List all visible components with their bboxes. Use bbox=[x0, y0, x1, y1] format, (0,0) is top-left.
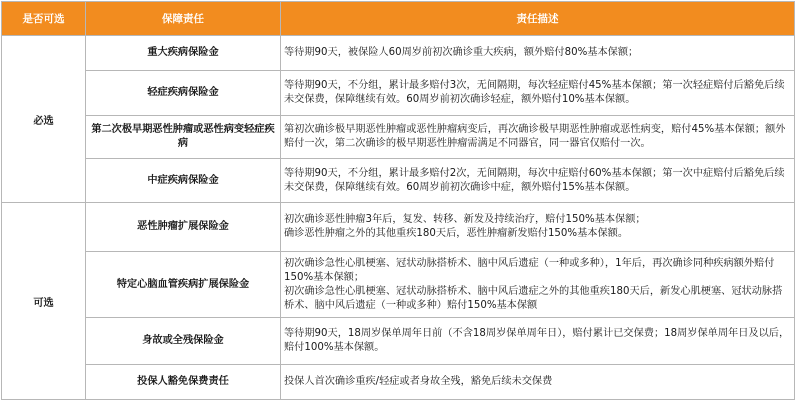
coverage-item: 重大疾病保险金 bbox=[86, 36, 281, 71]
description-line: 投保人首次确诊重疾/轻症或者身故全残，豁免后续未交保费 bbox=[284, 376, 553, 387]
header-coverage: 保障责任 bbox=[86, 2, 281, 36]
coverage-item: 恶性肿瘤扩展保险金 bbox=[86, 203, 281, 252]
coverage-item: 身故或全残保险金 bbox=[86, 318, 281, 365]
header-optional: 是否可选 bbox=[2, 2, 86, 36]
table-header-row bbox=[2, 2, 795, 36]
coverage-description bbox=[281, 71, 795, 116]
coverage-item: 投保人豁免保费责任 bbox=[86, 365, 281, 400]
group-optional: 可选 bbox=[2, 203, 86, 400]
table-row bbox=[2, 203, 795, 252]
description-line: 第初次确诊极早期恶性肿瘤或恶性肿瘤病变后，再次确诊极早期恶性肿瘤或恶性病变，赔付45%基本保额；额外赔付一次，第二次确诊的极早期恶性肿瘤需满足不同器官，同一器官仅赔付一次。 bbox=[284, 124, 786, 149]
coverage-description bbox=[281, 365, 795, 400]
description-line: 等待期90天，不分组，累计最多赔付3次，无间隔期，每次轻症赔付45%基本保额；第一次轻症赔付后豁免后续未交保费，保障继续有效。60周岁前初次确诊轻症，额外赔付10%基本保额。 bbox=[284, 80, 785, 105]
coverage-item: 中症疾病保险金 bbox=[86, 159, 281, 203]
coverage-description bbox=[281, 318, 795, 365]
group-required: 必选 bbox=[2, 36, 86, 203]
table-row bbox=[2, 365, 795, 400]
header-description: 责任描述 bbox=[281, 2, 795, 36]
coverage-item: 轻症疾病保险金 bbox=[86, 71, 281, 116]
table-row bbox=[2, 318, 795, 365]
coverage-description bbox=[281, 116, 795, 159]
coverage-item: 特定心脑血管疾病扩展保险金 bbox=[86, 252, 281, 318]
description-line: 初次确诊急性心肌梗塞、冠状动脉搭桥术、脑中风后遗症（一种或多种），1年后，再次确诊同种疾病额外赔付150%基本保额； bbox=[284, 257, 775, 283]
coverage-description bbox=[281, 252, 795, 318]
coverage-description bbox=[281, 36, 795, 71]
description-line: 等待期90天，被保险人60周岁前初次确诊重大疾病，额外赔付80%基本保额； bbox=[284, 47, 639, 58]
table-row bbox=[2, 36, 795, 71]
description-line: 初次确诊恶性肿瘤3年后，复发、转移、新发及持续治疗，赔付150%基本保额； bbox=[284, 214, 646, 225]
coverage-description bbox=[281, 203, 795, 252]
table-row bbox=[2, 159, 795, 203]
coverage-item: 第二次极早期恶性肿瘤或恶性病变轻症疾病 bbox=[86, 116, 281, 159]
table-row bbox=[2, 71, 795, 116]
description-line: 等待期90天，18周岁保单周年日前（不含18周岁保单周年日），赔付累计已交保费；18周岁保单周年日及以后，赔付100%基本保额。 bbox=[284, 328, 790, 353]
coverage-table bbox=[1, 1, 795, 400]
table-row bbox=[2, 252, 795, 318]
coverage-description bbox=[281, 159, 795, 203]
table-row bbox=[2, 116, 795, 159]
description-line: 初次确诊急性心肌梗塞、冠状动脉搭桥术、脑中风后遗症之外的其他重疾180天后，新发心肌梗塞、冠状动脉搭桥术、脑中风后遗症（一种或多种）赔付150%基本保额 bbox=[284, 285, 783, 311]
description-line: 等待期90天，不分组，累计最多赔付2次，无间隔期，每次中症赔付60%基本保额；第一次中症赔付后豁免后续未交保费，保障继续有效。60周岁前初次确诊中症，额外赔付15%基本保额。 bbox=[284, 167, 785, 193]
description-line: 确诊恶性肿瘤之外的其他重疾180天后，恶性肿瘤新发赔付150%基本保额。 bbox=[284, 228, 629, 239]
